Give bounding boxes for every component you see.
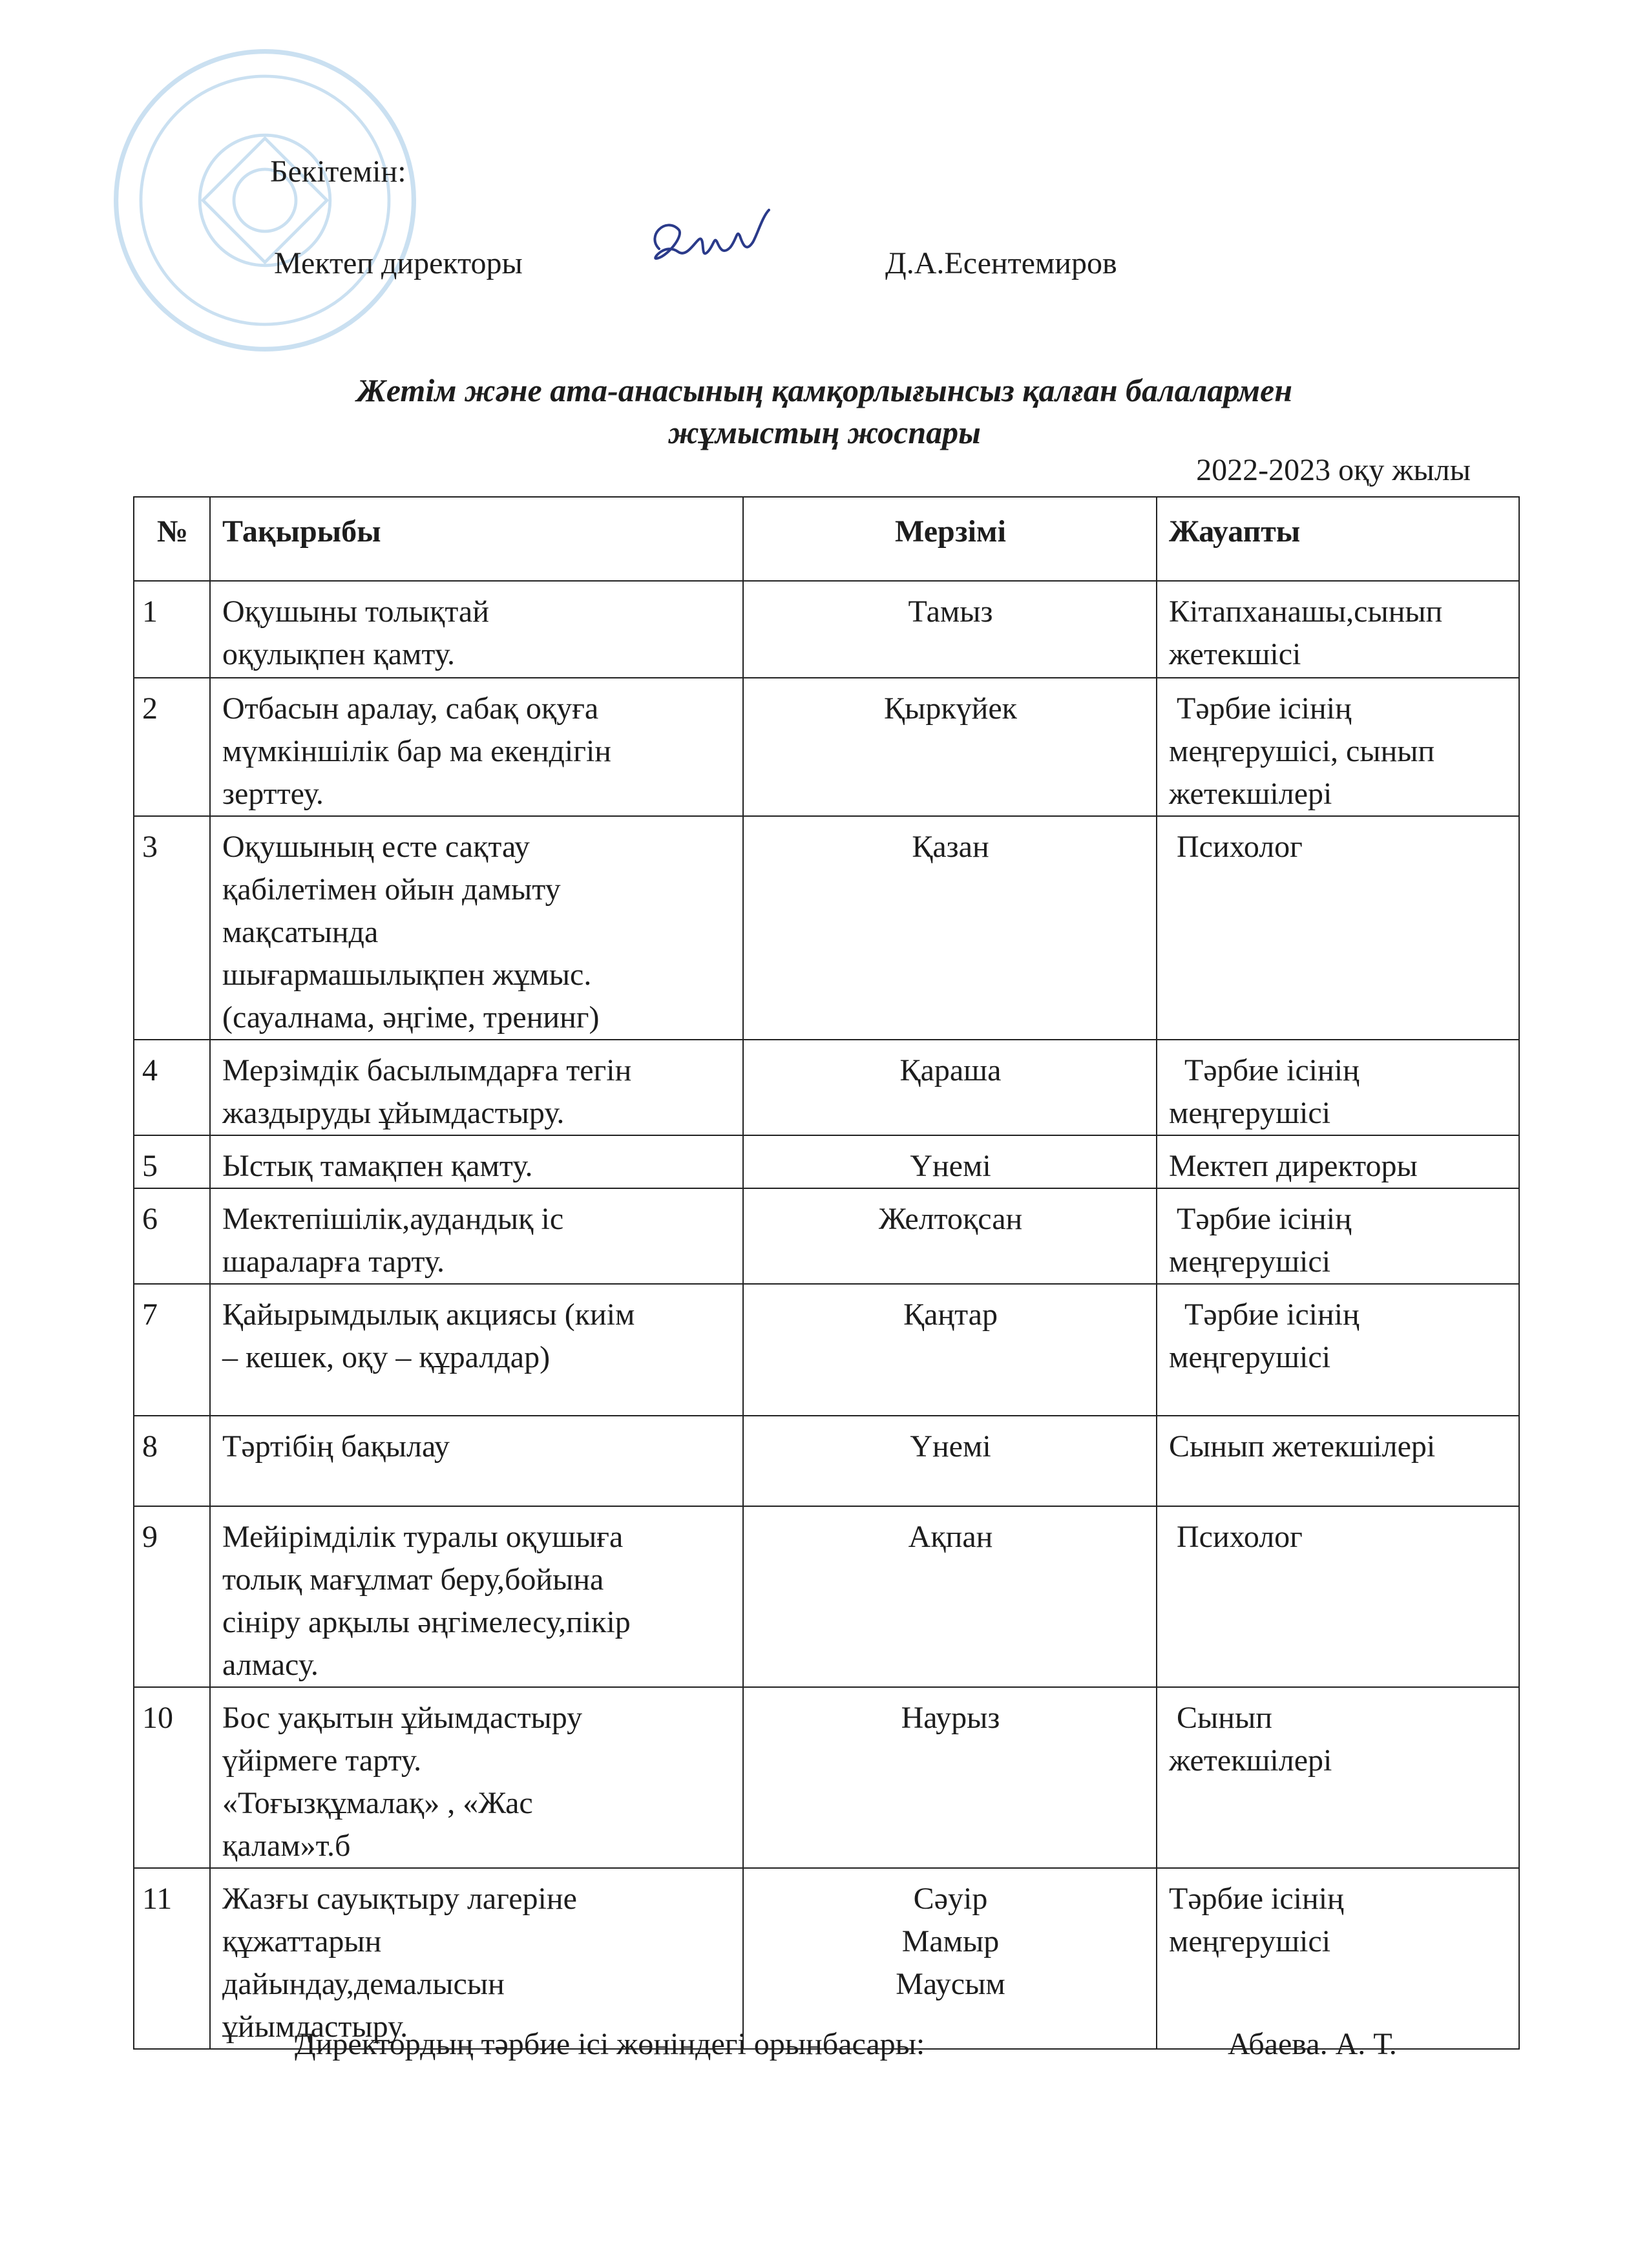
- row-topic-line: – кешек, оқу – құралдар): [222, 1340, 551, 1374]
- row-term: [743, 678, 1157, 816]
- header-term: Мерзімі: [743, 497, 1157, 581]
- row-number: 5: [134, 1135, 210, 1188]
- row-responsible-line: Тәрбие ісінің: [1169, 691, 1352, 726]
- header-responsible: Жауапты: [1157, 497, 1519, 581]
- row-topic-line: зерттеу.: [222, 777, 324, 811]
- row-responsible: [1157, 1506, 1519, 1687]
- table-row: [134, 678, 1519, 816]
- director-position: Мектеп директоры: [274, 246, 523, 280]
- row-topic-line: толық мағұлмат беру,бойына: [222, 1562, 604, 1597]
- row-topic: [210, 1284, 743, 1416]
- row-term: [743, 1506, 1157, 1687]
- row-topic-line: ұйымдастыру.: [222, 2010, 408, 2044]
- row-topic-line: Мейірімділік туралы оқушыға: [222, 1520, 624, 1554]
- footer-role: Директордың тәрбие ісі жөніндегі орынбасары:: [295, 2027, 925, 2061]
- row-term-line: Сәуір: [913, 1882, 988, 1916]
- row-number: 1: [134, 581, 210, 678]
- row-topic: [210, 1687, 743, 1868]
- row-term-line: Мамыр: [901, 1924, 1000, 1958]
- row-responsible-line: жетекшілері: [1169, 777, 1332, 811]
- row-term-line: Тамыз: [908, 594, 993, 629]
- row-term-line: Қыркүйек: [884, 691, 1017, 726]
- row-term: [743, 1188, 1157, 1284]
- stamp-seal-icon: [110, 45, 420, 355]
- plan-table: [133, 496, 1520, 2050]
- row-number: 11: [134, 1868, 210, 2049]
- row-responsible: [1157, 1868, 1519, 2049]
- table-row: [134, 816, 1519, 1040]
- row-term-line: Үнемі: [910, 1149, 991, 1183]
- row-number: 9: [134, 1506, 210, 1687]
- table-row: [134, 1040, 1519, 1135]
- row-topic-line: қабілетімен ойын дамыту: [222, 872, 561, 907]
- footer-name: Абаева. А. Т.: [1228, 2027, 1397, 2061]
- row-topic: [210, 1040, 743, 1135]
- row-topic-line: Ыстық тамақпен қамту.: [222, 1149, 533, 1183]
- row-term-line: Ақпан: [908, 1520, 993, 1554]
- row-term: [743, 1040, 1157, 1135]
- row-topic-line: «Тоғызқұмалақ» , «Жас: [222, 1786, 533, 1820]
- table-row: [134, 1687, 1519, 1868]
- row-topic: [210, 1506, 743, 1687]
- row-responsible-line: меңгерушісі: [1169, 1244, 1331, 1279]
- row-topic-line: мүмкіншілік бар ма екендігін: [222, 734, 611, 768]
- row-responsible: [1157, 816, 1519, 1040]
- row-topic-line: қалам»т.б: [222, 1829, 351, 1863]
- row-term-line: Наурыз: [901, 1701, 1000, 1735]
- academic-year: 2022-2023 оқу жылы: [1196, 453, 1471, 487]
- row-responsible-line: жетекшілері: [1169, 1743, 1332, 1778]
- row-term: [743, 1868, 1157, 2049]
- row-topic: [210, 1868, 743, 2049]
- row-responsible-line: меңгерушісі: [1169, 1924, 1331, 1958]
- table-row: [134, 1416, 1519, 1506]
- row-topic-line: мақсатында: [222, 915, 379, 949]
- table-row: [134, 581, 1519, 678]
- row-responsible-line: Тәрбие ісінің: [1169, 1297, 1360, 1332]
- row-topic: [210, 678, 743, 816]
- row-responsible: [1157, 1188, 1519, 1284]
- row-topic-line: шығармашылықпен жұмыс.: [222, 958, 592, 992]
- director-name: Д.А.Есентемиров: [885, 246, 1117, 280]
- row-topic-line: құжаттарын: [222, 1924, 382, 1958]
- row-topic: [210, 581, 743, 678]
- row-topic-line: алмасу.: [222, 1648, 319, 1682]
- row-term-line: Желтоқсан: [878, 1202, 1023, 1236]
- row-topic-line: Мектепішілік,аудандық іс: [222, 1202, 564, 1236]
- row-topic-line: Жазғы сауықтыру лагеріне: [222, 1882, 577, 1916]
- row-topic-line: оқулықпен қамту.: [222, 637, 455, 671]
- row-topic: [210, 1416, 743, 1506]
- row-number: 6: [134, 1188, 210, 1284]
- row-number: 4: [134, 1040, 210, 1135]
- row-topic-line: (сауалнама, әңгіме, тренинг): [222, 1000, 600, 1034]
- row-responsible-line: меңгерушісі: [1169, 1340, 1331, 1374]
- row-topic-line: шараларға тарту.: [222, 1244, 445, 1279]
- row-term: [743, 1687, 1157, 1868]
- row-responsible: [1157, 1135, 1519, 1188]
- approve-label: Бекітемін:: [270, 154, 406, 189]
- row-responsible: [1157, 1416, 1519, 1506]
- row-topic-line: Оқушының есте сақтау: [222, 830, 530, 864]
- signature-icon: [640, 197, 775, 288]
- row-responsible-line: Сынып жетекшілері: [1169, 1429, 1436, 1464]
- row-responsible-line: жетекшісі: [1169, 637, 1301, 671]
- row-term-line: Қазан: [912, 830, 989, 864]
- plan-table-body: [134, 581, 1519, 2049]
- row-responsible-line: Тәрбие ісінің: [1169, 1882, 1344, 1916]
- row-number: 8: [134, 1416, 210, 1506]
- row-term-line: Қаңтар: [903, 1297, 998, 1332]
- document-title-line-1: Жетім және ата-анасының қамқорлығынсыз қалған балалармен: [357, 372, 1292, 408]
- table-row: [134, 1868, 1519, 2049]
- row-responsible-line: Сынып: [1169, 1701, 1272, 1735]
- table-row: [134, 1506, 1519, 1687]
- row-number: 2: [134, 678, 210, 816]
- row-topic-line: дайындау,демалысын: [222, 1967, 505, 2001]
- table-header-row: [134, 497, 1519, 581]
- row-term: [743, 1135, 1157, 1188]
- row-number: 7: [134, 1284, 210, 1416]
- row-responsible: [1157, 1687, 1519, 1868]
- row-topic-line: Бос уақытын ұйымдастыру: [222, 1701, 583, 1735]
- row-responsible-line: Тәрбие ісінің: [1169, 1202, 1352, 1236]
- row-topic-line: Отбасын аралау, сабақ оқуға: [222, 691, 599, 726]
- row-term: [743, 581, 1157, 678]
- row-term: [743, 816, 1157, 1040]
- row-responsible-line: Мектеп директоры: [1169, 1149, 1418, 1183]
- table-row: [134, 1284, 1519, 1416]
- table-row: [134, 1188, 1519, 1284]
- row-responsible-line: Психолог: [1169, 830, 1303, 864]
- row-term: [743, 1284, 1157, 1416]
- row-topic-line: Оқушыны толықтай: [222, 594, 489, 629]
- row-responsible: [1157, 1284, 1519, 1416]
- row-responsible: [1157, 1040, 1519, 1135]
- row-term-line: Маусым: [896, 1967, 1005, 2001]
- row-responsible-line: Психолог: [1169, 1520, 1303, 1554]
- row-responsible-line: меңгерушісі, сынып: [1169, 734, 1435, 768]
- row-responsible-line: меңгерушісі: [1169, 1096, 1331, 1130]
- row-topic-line: үйірмеге тарту.: [222, 1743, 422, 1778]
- row-topic: [210, 1135, 743, 1188]
- header-number: №: [134, 497, 210, 581]
- row-responsible: [1157, 678, 1519, 816]
- row-topic-line: сініру арқылы әңгімелесу,пікір: [222, 1605, 631, 1639]
- row-topic: [210, 816, 743, 1040]
- table-row: [134, 1135, 1519, 1188]
- row-topic-line: Мерзімдік басылымдарға тегін: [222, 1053, 632, 1087]
- row-number: 10: [134, 1687, 210, 1868]
- document-title-line-2: жұмыстың жоспары: [668, 414, 981, 450]
- row-term-line: Қараша: [899, 1053, 1002, 1087]
- row-responsible: [1157, 581, 1519, 678]
- row-number: 3: [134, 816, 210, 1040]
- row-term-line: Үнемі: [910, 1429, 991, 1464]
- header-topic: Тақырыбы: [210, 497, 743, 581]
- row-responsible-line: Тәрбие ісінің: [1169, 1053, 1360, 1087]
- row-topic-line: Қайырымдылық акциясы (киім: [222, 1297, 635, 1332]
- row-term: [743, 1416, 1157, 1506]
- row-topic: [210, 1188, 743, 1284]
- row-topic-line: Тәртібің бақылау: [222, 1429, 450, 1464]
- row-responsible-line: Кітапханашы,сынып: [1169, 594, 1443, 629]
- row-topic-line: жаздыруды ұйымдастыру.: [222, 1096, 565, 1130]
